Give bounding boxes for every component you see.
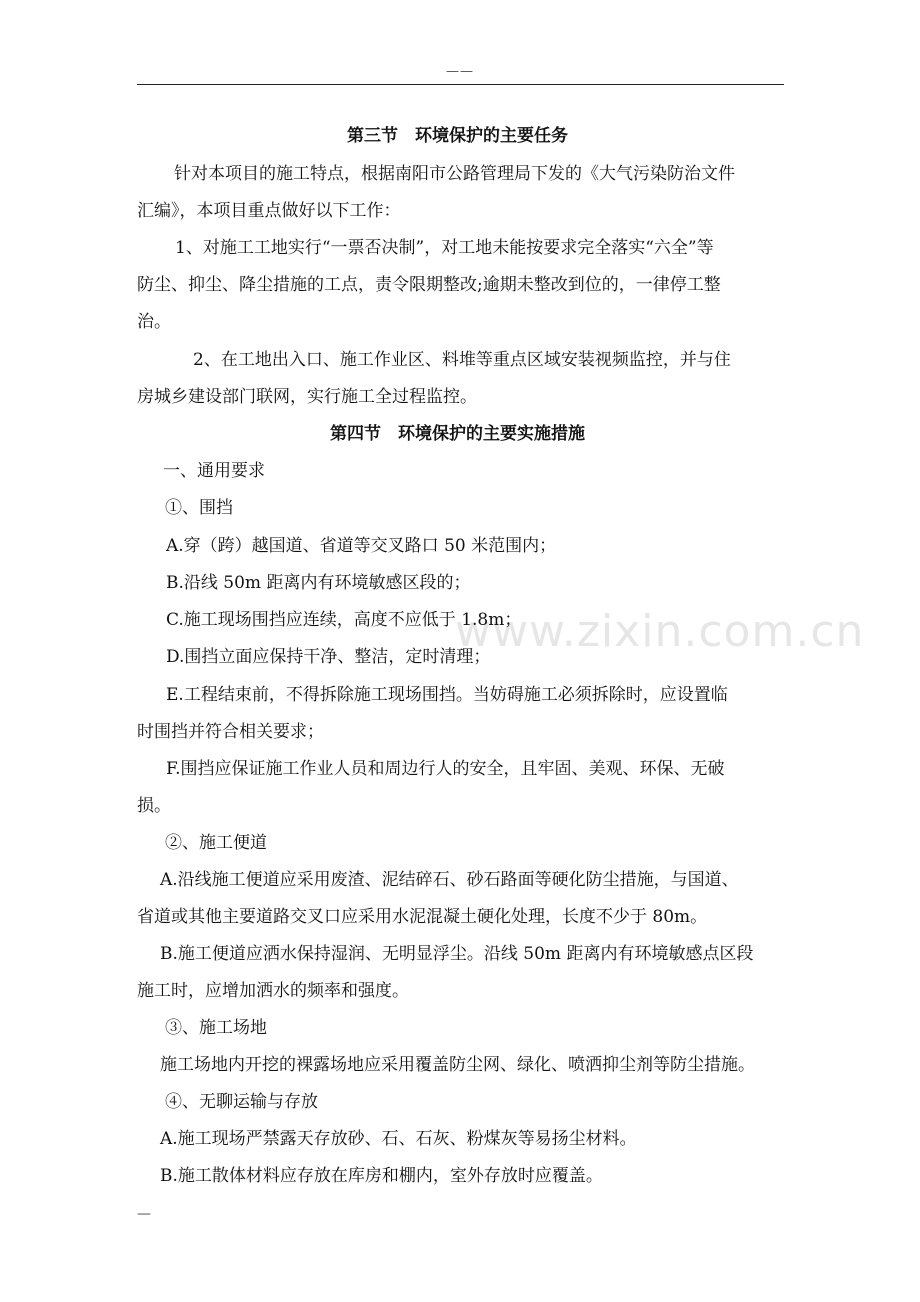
section3-item2-line2: 房城乡建设部门联网，实行施工全过程监控。 <box>137 387 477 407</box>
footer-mark: — <box>137 1206 151 1222</box>
sub2-item-b-line2: 施工时，应增加洒水的频率和强度。 <box>137 981 409 1001</box>
sub2-item-a-line1: A.沿线施工便道应采用废渣、泥结碎石、砂石路面等硬化防尘措施，与国道、 <box>160 870 739 890</box>
section3-item1-line3: 治。 <box>137 312 171 332</box>
header-rule <box>137 84 784 85</box>
sub2-item-a-line2: 省道或其他主要道路交叉口应采用水泥混凝土硬化处理，长度不少于 80m。 <box>137 907 708 927</box>
sub1-item-e-line2: 时围挡并符合相关要求； <box>137 722 324 742</box>
sub1-item-f-line1: F.围挡应保证施工作业人员和周边行人的安全，且牢固、美观、环保、无破 <box>166 759 725 779</box>
sub1-title: ①、围挡 <box>165 498 233 518</box>
sub3-title: ③、施工场地 <box>165 1018 267 1038</box>
section3-item2-line1: 2、在工地出入口、施工作业区、料堆等重点区域安装视频监控，并与住 <box>193 350 731 370</box>
general-requirements: 一、通用要求 <box>163 461 265 481</box>
sub1-item-c: C.施工现场围挡应连续，高度不应低于 1.8m； <box>166 610 522 630</box>
sub1-item-e-line1: E.工程结束前，不得拆除施工现场围挡。当妨碍施工必须拆除时，应设置临 <box>166 685 728 705</box>
sub1-item-d: D.围挡立面应保持干净、整洁，定时清理； <box>166 647 491 667</box>
sub3-text: 施工场地内开挖的裸露场地应采用覆盖防尘网、绿化、喷洒抑尘剂等防尘措施。 <box>160 1055 755 1075</box>
section3-title: 第三节 环境保护的主要任务 <box>347 126 568 146</box>
sub2-title: ②、施工便道 <box>165 833 267 853</box>
sub1-item-f-line2: 损。 <box>137 796 171 816</box>
sub4-item-a: A.施工现场严禁露天存放砂、石、石灰、粉煤灰等易扬尘材料。 <box>160 1129 637 1149</box>
sub4-title: ④、无聊运输与存放 <box>165 1092 318 1112</box>
section3-intro-line1: 针对本项目的施工特点，根据南阳市公路管理局下发的《大气污染防治文件 <box>174 164 735 184</box>
section3-item1-line1: 1、对施工工地实行“一票否决制”，对工地未能按要求完全落实“六全”等 <box>175 238 714 258</box>
sub1-item-a: A.穿（跨）越国道、省道等交叉路口 50 米范围内； <box>166 536 557 556</box>
section4-title: 第四节 环境保护的主要实施措施 <box>330 424 585 444</box>
sub1-item-b: B.沿线 50m 距离内有环境敏感区段的； <box>166 573 471 593</box>
section3-item1-line2: 防尘、抑尘、降尘措施的工点，责令限期整改;逾期未整改到位的，一律停工整 <box>137 275 721 295</box>
sub2-item-b-line1: B.施工便道应洒水保持湿润、无明显浮尘。沿线 50m 距离内有环境敏感点区段 <box>160 944 754 964</box>
watermark: www.zixin.com.cn <box>455 606 865 657</box>
section3-intro-line2: 汇编》，本项目重点做好以下工作： <box>137 201 401 221</box>
sub4-item-b: B.施工散体材料应存放在库房和棚内，室外存放时应覆盖。 <box>160 1166 603 1186</box>
header-mark: —— <box>446 64 474 79</box>
